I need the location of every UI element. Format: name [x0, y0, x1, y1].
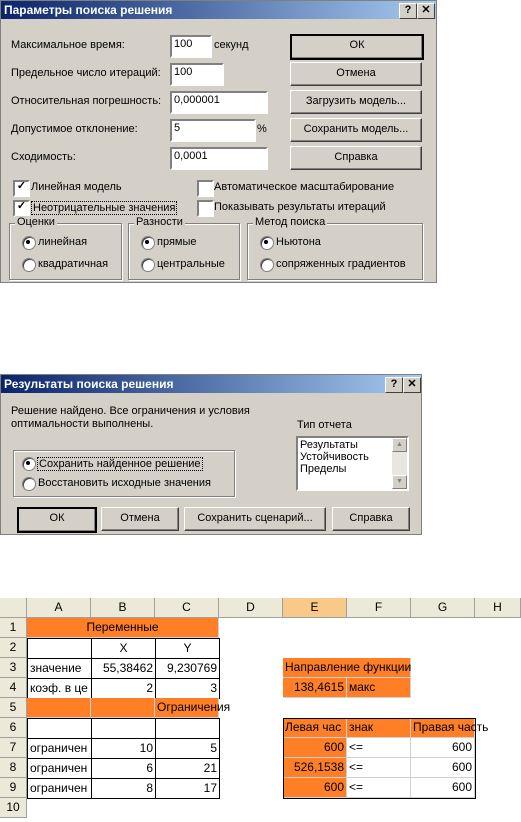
estimates-linear-label: линейная	[38, 236, 88, 248]
auto-scale-label: Автоматическое масштабирование	[214, 181, 395, 193]
value-label-cell[interactable]: значение	[27, 658, 92, 679]
grid-cell[interactable]	[219, 798, 283, 818]
constraint-left-cell[interactable]: 600	[283, 778, 347, 798]
grid-cell[interactable]	[411, 678, 475, 698]
results-message-line2: оптимальности выполнены.	[11, 418, 154, 430]
convergence-label: Сходимость:	[11, 151, 76, 163]
max-time-field[interactable]: 100	[170, 35, 212, 58]
grid-cell[interactable]	[155, 798, 219, 818]
keep-solution-radio[interactable]	[22, 457, 36, 471]
iterations-field[interactable]: 100	[170, 63, 224, 86]
scroll-up-icon[interactable]: ▲	[392, 438, 407, 452]
column-header-a[interactable]: A	[27, 598, 91, 618]
constraint-right-cell[interactable]: 600	[411, 758, 475, 778]
differences-central-radio[interactable]	[141, 258, 155, 272]
row-header-4[interactable]: 4	[0, 678, 27, 698]
grid-cell[interactable]	[283, 798, 347, 818]
y-value-cell[interactable]: 9,230769	[155, 658, 220, 679]
grid-cell[interactable]	[27, 798, 91, 818]
differences-central-label: центральные	[157, 258, 225, 270]
constraint-left-cell[interactable]: 526,1538	[283, 758, 347, 778]
grid-cell[interactable]	[475, 758, 521, 778]
percent-label: %	[257, 123, 267, 135]
grid-cell[interactable]	[411, 698, 475, 718]
report-type-label: Тип отчета	[297, 419, 352, 431]
method-conjugate-radio[interactable]	[260, 258, 274, 272]
grid-cell[interactable]	[475, 798, 521, 818]
constraint-right-cell[interactable]: 600	[411, 778, 475, 798]
direction-label-text: Направление функции	[285, 660, 412, 674]
method-newton-label: Ньютона	[276, 236, 321, 248]
differences-group-title: Разности	[136, 216, 183, 228]
row-header-10[interactable]: 10	[0, 798, 27, 818]
grid-cell[interactable]	[475, 778, 521, 798]
save-model-button[interactable]: Сохранить модель...	[290, 118, 422, 142]
help-button[interactable]: Справка	[290, 146, 422, 170]
report-item-limits[interactable]: Пределы	[300, 463, 347, 475]
convergence-field[interactable]: 0,0001	[170, 147, 268, 170]
grid-cell[interactable]	[219, 658, 283, 678]
constraint-sign-cell[interactable]: <=	[347, 778, 411, 798]
x-value-cell[interactable]: 55,38462	[91, 658, 156, 679]
grid-cell[interactable]	[475, 618, 521, 638]
cell-a2[interactable]	[27, 638, 92, 659]
solver-parameters-dialog	[0, 0, 437, 283]
tolerance-label: Допустимое отклонение:	[11, 123, 138, 135]
right-side-header-text: Правая часть	[413, 720, 489, 734]
grid-cell[interactable]	[91, 798, 155, 818]
constraint-label-cell[interactable]: ограничен	[27, 758, 92, 779]
objective-value-cell[interactable]: 138,4615	[283, 678, 347, 698]
row-header-6[interactable]: 6	[0, 718, 27, 738]
grid-cell[interactable]	[411, 618, 475, 638]
constraint-a-cell[interactable]: 10	[91, 738, 156, 759]
constraint-sign-cell[interactable]: <=	[347, 758, 411, 778]
grid-cell[interactable]	[219, 678, 283, 698]
constraint-right-cell[interactable]: 600	[411, 738, 475, 758]
tolerance-field[interactable]: 5	[170, 119, 256, 142]
select-all-corner[interactable]	[0, 598, 27, 618]
grid-cell[interactable]	[283, 638, 347, 658]
variables-header-cell[interactable]: Переменные	[27, 618, 219, 638]
estimates-quadratic-radio[interactable]	[22, 258, 36, 272]
constraints-header-cell[interactable]: Ограничения	[155, 698, 219, 718]
constraint-a-cell[interactable]: 8	[91, 778, 156, 799]
y-label-cell[interactable]: Y	[155, 638, 220, 659]
show-iterations-label: Показывать результаты итераций	[214, 201, 386, 213]
constraint-label-cell[interactable]: ограничен	[27, 778, 92, 799]
row-header-7[interactable]: 7	[0, 738, 27, 758]
report-type-list[interactable]	[296, 436, 409, 491]
row-header-9[interactable]: 9	[0, 778, 27, 798]
iterations-label: Предельное число итераций:	[11, 67, 161, 79]
cell-c6[interactable]	[155, 718, 220, 739]
coef-x-cell[interactable]: 2	[91, 678, 156, 699]
restore-values-label: Восстановить исходные значения	[38, 477, 211, 489]
cell-b6[interactable]	[91, 718, 156, 739]
spreadsheet	[0, 598, 521, 822]
estimates-group-title: Оценки	[17, 216, 55, 228]
grid-cell[interactable]	[219, 618, 283, 638]
x-label-cell[interactable]: X	[91, 638, 156, 659]
column-header-d[interactable]: D	[219, 598, 283, 618]
results-message-line1: Решение найдено. Все ограничения и условия	[11, 405, 250, 417]
constraint-a-cell[interactable]: 6	[91, 758, 156, 779]
constraint-b-cell[interactable]: 5	[155, 738, 220, 759]
non-negative-label: Неотрицательные значения	[33, 202, 176, 214]
row-header-8[interactable]: 8	[0, 758, 27, 778]
column-header-b[interactable]: B	[91, 598, 155, 618]
restore-values-radio[interactable]	[22, 477, 36, 491]
cancel-button[interactable]: Отмена	[290, 62, 422, 86]
report-list-scrollbar[interactable]	[392, 438, 407, 489]
report-item-results[interactable]: Результаты	[300, 439, 358, 451]
save-scenario-button[interactable]: Сохранить сценарий...	[184, 507, 326, 531]
row-header-3[interactable]: 3	[0, 658, 27, 678]
method-group	[247, 216, 423, 280]
cell-a6[interactable]	[27, 718, 92, 739]
method-group-title: Метод поиска	[255, 216, 326, 228]
grid-cell[interactable]	[219, 718, 283, 738]
linear-model-label: Линейная модель	[31, 181, 122, 193]
grid-cell[interactable]	[347, 618, 411, 638]
row-header-5[interactable]: 5	[0, 698, 27, 718]
ok-button[interactable]: ОК	[290, 34, 424, 60]
seconds-label: секунд	[214, 39, 249, 51]
column-header-h[interactable]: H	[475, 598, 521, 618]
grid-cell[interactable]	[475, 658, 521, 678]
ok-button[interactable]: ОК	[17, 507, 97, 533]
cancel-button[interactable]: Отмена	[101, 507, 179, 531]
column-header-f[interactable]: F	[347, 598, 411, 618]
help-icon[interactable]: ?	[399, 3, 417, 19]
scroll-down-icon[interactable]: ▼	[392, 475, 407, 489]
grid-cell[interactable]	[219, 638, 283, 658]
solver-results-dialog	[0, 374, 422, 535]
grid-cell[interactable]	[219, 758, 283, 778]
report-item-sensitivity[interactable]: Устойчивость	[300, 451, 369, 463]
auto-scale-checkbox[interactable]	[197, 180, 214, 197]
column-header-c[interactable]: C	[155, 598, 219, 618]
grid-cell[interactable]	[475, 638, 521, 658]
show-iterations-checkbox[interactable]	[197, 200, 214, 217]
differences-forward-label: прямые	[157, 236, 197, 248]
coef-y-cell[interactable]: 3	[155, 678, 220, 699]
left-side-header-cell[interactable]: Левая час	[283, 718, 347, 738]
grid-cell[interactable]	[219, 778, 283, 798]
row-header-2[interactable]: 2	[0, 638, 27, 658]
constraints-band-b[interactable]	[91, 698, 155, 718]
estimates-quadratic-label: квадратичная	[38, 258, 109, 270]
grid-cell[interactable]	[475, 738, 521, 758]
grid-cell[interactable]	[283, 698, 347, 718]
direction-value-cell[interactable]: макс	[347, 678, 411, 698]
close-icon[interactable]: ✕	[403, 377, 421, 393]
grid-cell[interactable]	[283, 618, 347, 638]
column-header-e[interactable]: E	[283, 598, 347, 618]
sign-header-cell[interactable]: знак	[347, 718, 411, 738]
help-button[interactable]: Справка	[332, 507, 410, 531]
constraint-b-cell[interactable]: 17	[155, 778, 220, 799]
max-time-label: Максимальное время:	[11, 39, 125, 51]
close-icon[interactable]: ✕	[417, 3, 435, 19]
results-dialog-title: Результаты поиска решения	[1, 375, 421, 393]
method-conjugate-label: сопряженных градиентов	[276, 258, 406, 270]
constraints-band-a[interactable]	[27, 698, 91, 718]
grid-cell[interactable]	[411, 798, 475, 818]
linear-model-checkbox[interactable]: ✓	[13, 180, 30, 197]
grid-cell[interactable]	[347, 798, 411, 818]
method-newton-radio[interactable]	[260, 236, 274, 250]
column-header-g[interactable]: G	[411, 598, 475, 618]
help-icon[interactable]: ?	[385, 377, 403, 393]
constraint-label-cell[interactable]: ограничен	[27, 738, 92, 759]
grid-cell[interactable]	[475, 678, 521, 698]
constraint-sign-cell[interactable]: <=	[347, 738, 411, 758]
estimates-linear-radio[interactable]	[22, 236, 36, 250]
non-negative-checkbox[interactable]: ✓	[13, 200, 30, 217]
grid-cell[interactable]	[347, 638, 411, 658]
constraint-b-cell[interactable]: 21	[155, 758, 220, 779]
precision-field[interactable]: 0,000001	[170, 91, 268, 114]
grid-cell[interactable]	[347, 698, 411, 718]
constraint-left-cell[interactable]: 600	[283, 738, 347, 758]
differences-forward-radio[interactable]	[141, 236, 155, 250]
grid-cell[interactable]	[411, 638, 475, 658]
load-model-button[interactable]: Загрузить модель...	[290, 90, 422, 114]
precision-label: Относительная погрешность:	[11, 95, 162, 107]
grid-cell[interactable]	[219, 738, 283, 758]
row-header-1[interactable]: 1	[0, 618, 27, 638]
coef-label-cell[interactable]: коэф. в це	[27, 678, 92, 699]
solver-dialog-title: Параметры поиска решения	[1, 1, 436, 19]
keep-solution-label: Сохранить найденное решение	[39, 458, 201, 470]
grid-cell[interactable]	[475, 698, 521, 718]
